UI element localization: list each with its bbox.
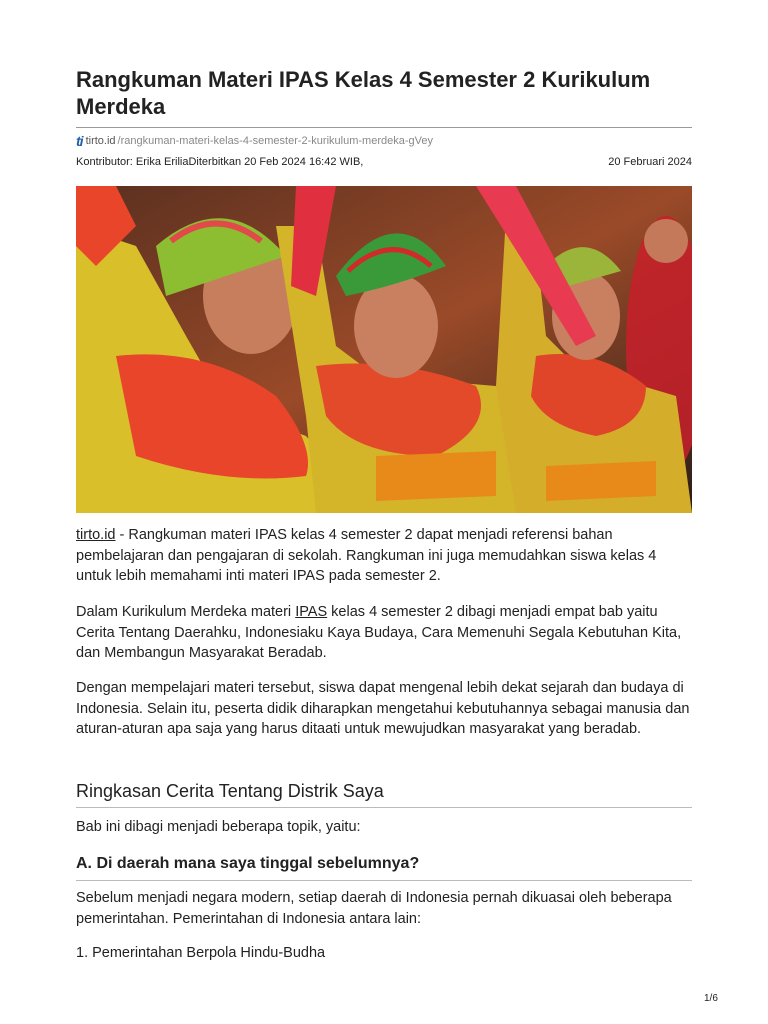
section-divider [76,807,692,808]
tirto-logo-icon: ti [76,133,83,149]
ipas-link[interactable]: IPAS [295,604,328,620]
source-path[interactable]: /rangkuman-materi-kelas-4-semester-2-kurikulum-merdeka-gVey [117,135,433,147]
subsection-heading: A. Di daerah mana saya tinggal sebelumnya? [76,855,420,872]
subsection-divider [76,880,692,881]
paragraph-governments: Sebelum menjadi negara modern, setiap daerah di Indonesia pernah dikuasai oleh beberapa pemerintahan. Pemerintahan di Indonesia antara lain: [76,890,672,927]
section-heading: Ringkasan Cerita Tentang Distrik Saya [76,781,384,801]
article-meta [76,156,692,168]
article-title: Rangkuman Materi IPAS Kelas 4 Semester 2 Kurikulum Merdeka [76,67,651,119]
source-site[interactable]: tirto.id [85,135,116,147]
source-line [76,133,433,149]
hero-image [76,186,692,513]
paragraph-chapters: Dalam Kurikulum Merdeka materi IPAS kelas 4 semester 2 dibagi menjadi empat bab yaitu Cerita Tentang Daerahku, Indonesiaku Kaya Budaya, Cara Memenuhi Segala Kebutuhan Kita, dan Membangun Masyarakat Beradab. [76,604,682,661]
tirto-link[interactable]: tirto.id [76,527,116,543]
paragraph-intro: tirto.id - Rangkuman materi IPAS kelas 4 semester 2 dapat menjadi referensi bahan pembelajaran dan pengajaran di sekolah. Rangkuman ini juga memudahkan siswa kelas 4 untuk lebih memahami inti materi IPAS pada semester 2. [76,527,657,584]
paragraph-topics: Bab ini dibagi menjadi beberapa topik, yaitu: [76,819,361,835]
dancers-illustration [76,186,692,513]
title-divider [76,127,692,128]
paragraph-benefits: Dengan mempelajari materi tersebut, siswa dapat mengenal lebih dekat sejarah dan budaya di Indonesia. Selain itu, peserta didik diharapkan mengetahui kebutuhannya sebagai manusia dan aturan-aturan apa saja yang harus ditaati untuk mewujudkan masyarakat yang beradab. [76,680,690,737]
page-number: 1/6 [704,993,718,1004]
list-item-hindu-budha: 1. Pemerintahan Berpola Hindu-Budha [76,945,326,961]
byline: Kontributor: Erika EriliaDiterbitkan 20 Feb 2024 16:42 WIB, [76,156,364,168]
publish-date: 20 Februari 2024 [608,156,692,168]
